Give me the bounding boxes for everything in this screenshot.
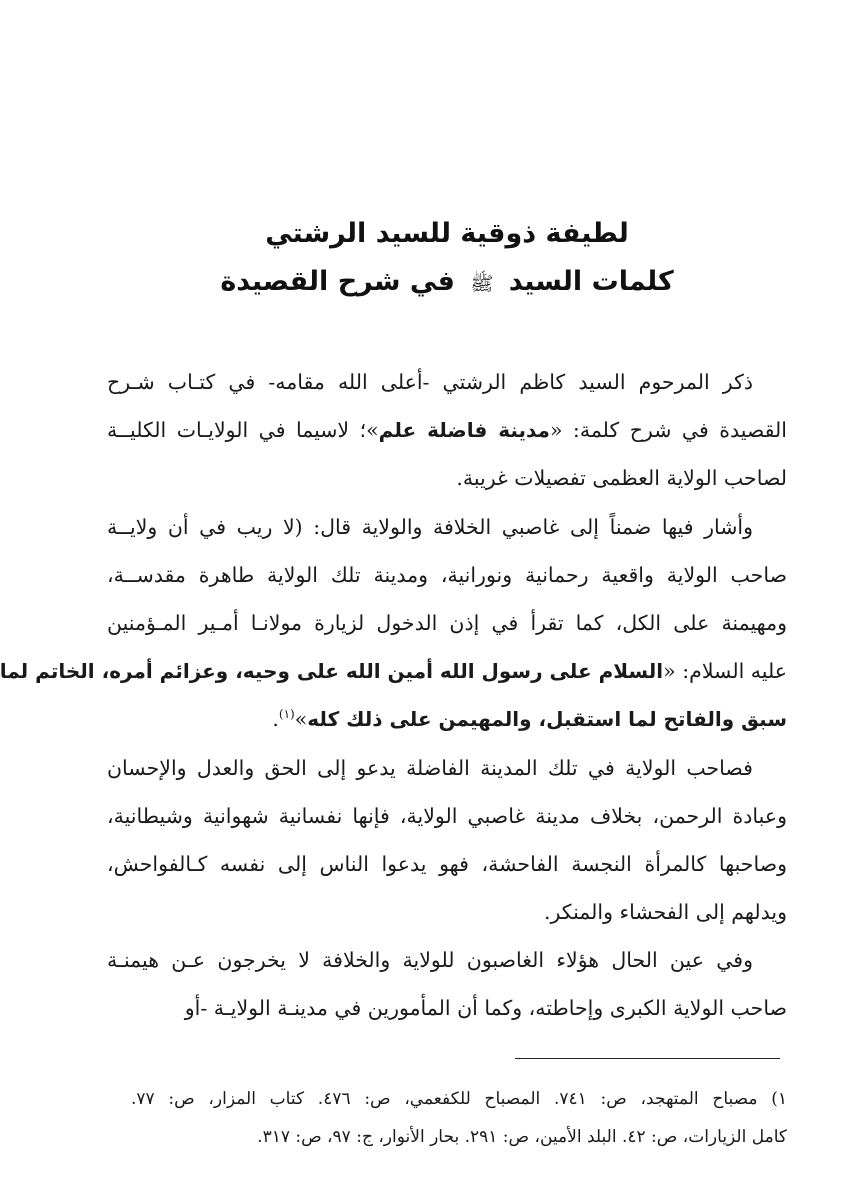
footnote-marker: (١) bbox=[278, 707, 295, 722]
footnote-separator bbox=[515, 1058, 780, 1059]
text-run: وصاحبها كالمرأة النجسة الفاحشة، فهو يدعوا الناس إلى نفسه كـالفواحش، bbox=[107, 851, 787, 876]
text-run: عليه السلام: « bbox=[663, 659, 787, 684]
text-run: لصاحب الولاية العظمى تفصيلات غريبة. bbox=[456, 466, 787, 491]
paragraph-line bbox=[107, 454, 787, 502]
paragraph-line bbox=[107, 840, 787, 888]
title-line-2 bbox=[33, 266, 861, 300]
text-run: صاحب الولاية الكبرى وإحاطته، وكما أن المأمورين في مدينـة الولايـة -أو bbox=[184, 996, 787, 1021]
honorific-symbol: ﷺ bbox=[470, 273, 494, 295]
title-line-2-part-2: في شرح القصيدة bbox=[220, 266, 455, 297]
paragraph-line bbox=[0, 647, 787, 695]
paragraph-line bbox=[107, 936, 787, 984]
quoted-text: السلام على رسول الله أمين الله على وحيه، وعزائم أمره، الخاتم لما bbox=[0, 659, 664, 684]
title-line-2-part-1: كلمات السيد bbox=[508, 266, 674, 297]
footnote-line: ١) مصباح المتهجد، ص: ٧٤١. المصباح للكفعمي، ص: ٤٧٦. كتاب المزار، ص: ٧٧. bbox=[131, 1089, 787, 1109]
text-run: وعبادة الرحمن، بخلاف مدينة غاصبي الولاية، فإنها نفسانية شهوانية وشيطانية، bbox=[107, 803, 787, 828]
paragraph-line bbox=[107, 695, 787, 743]
paragraph-line bbox=[107, 744, 787, 792]
text-run: ذكر المرحوم السيد كاظم الرشتي -أعلى الله مقامه- في كتـاب شـرح bbox=[107, 370, 753, 394]
quoted-text: سبق والفاتح لما استقبل، والمهيمن على ذلك كله bbox=[307, 707, 787, 732]
text-run: ومهيمنة على الكل، كما تقرأ في إذن الدخول لزيارة مولانـا أمـير المـؤمنين bbox=[107, 610, 787, 635]
paragraph-line bbox=[107, 599, 787, 647]
paragraph-line bbox=[107, 358, 787, 406]
text-run: وأشار فيها ضمناً إلى غاصبي الخلافة والولاية قال: (لا ريب في أن ولايــة bbox=[107, 514, 753, 539]
text-run: صاحب الولاية واقعية رحمانية ونورانية، ومدينة تلك الولاية طاهرة مقدســة، bbox=[107, 562, 787, 587]
body-text bbox=[0, 358, 787, 1033]
text-run: . bbox=[272, 707, 279, 732]
quoted-text: مدينة فاضلة علم bbox=[378, 418, 550, 443]
paragraph-line bbox=[107, 551, 787, 599]
text-run: ويدلهم إلى الفحشاء والمنكر. bbox=[543, 900, 787, 925]
text-run: وفي عين الحال هؤلاء الغاصبون للولاية والخلافة لا يخرجون عـن هيمنـة bbox=[107, 948, 753, 973]
paragraph-line bbox=[107, 406, 787, 454]
paragraph-line bbox=[107, 792, 787, 840]
title-line-1: لطيفة ذوقية للسيد الرشتي bbox=[265, 218, 629, 249]
text-run: فصاحب الولاية في تلك المدينة الفاضلة يدعو إلى الحق والعدل والإحسان bbox=[107, 755, 753, 780]
footnotes bbox=[131, 1080, 787, 1156]
paragraph-line bbox=[107, 503, 787, 551]
footnote-line: كامل الزيارات، ص: ٤٢. البلد الأمين، ص: ٢٩١. بحار الأنوار، ج: ٩٧، ص: ٣١٧. bbox=[257, 1127, 787, 1147]
text-run: »؛ لاسيما في الولايـات الكليــة bbox=[107, 418, 379, 443]
paragraph-line bbox=[107, 888, 787, 936]
text-run: القصيدة في شرح كلمة: « bbox=[549, 418, 787, 443]
text-run: » bbox=[294, 707, 308, 732]
paragraph-line bbox=[107, 984, 787, 1032]
